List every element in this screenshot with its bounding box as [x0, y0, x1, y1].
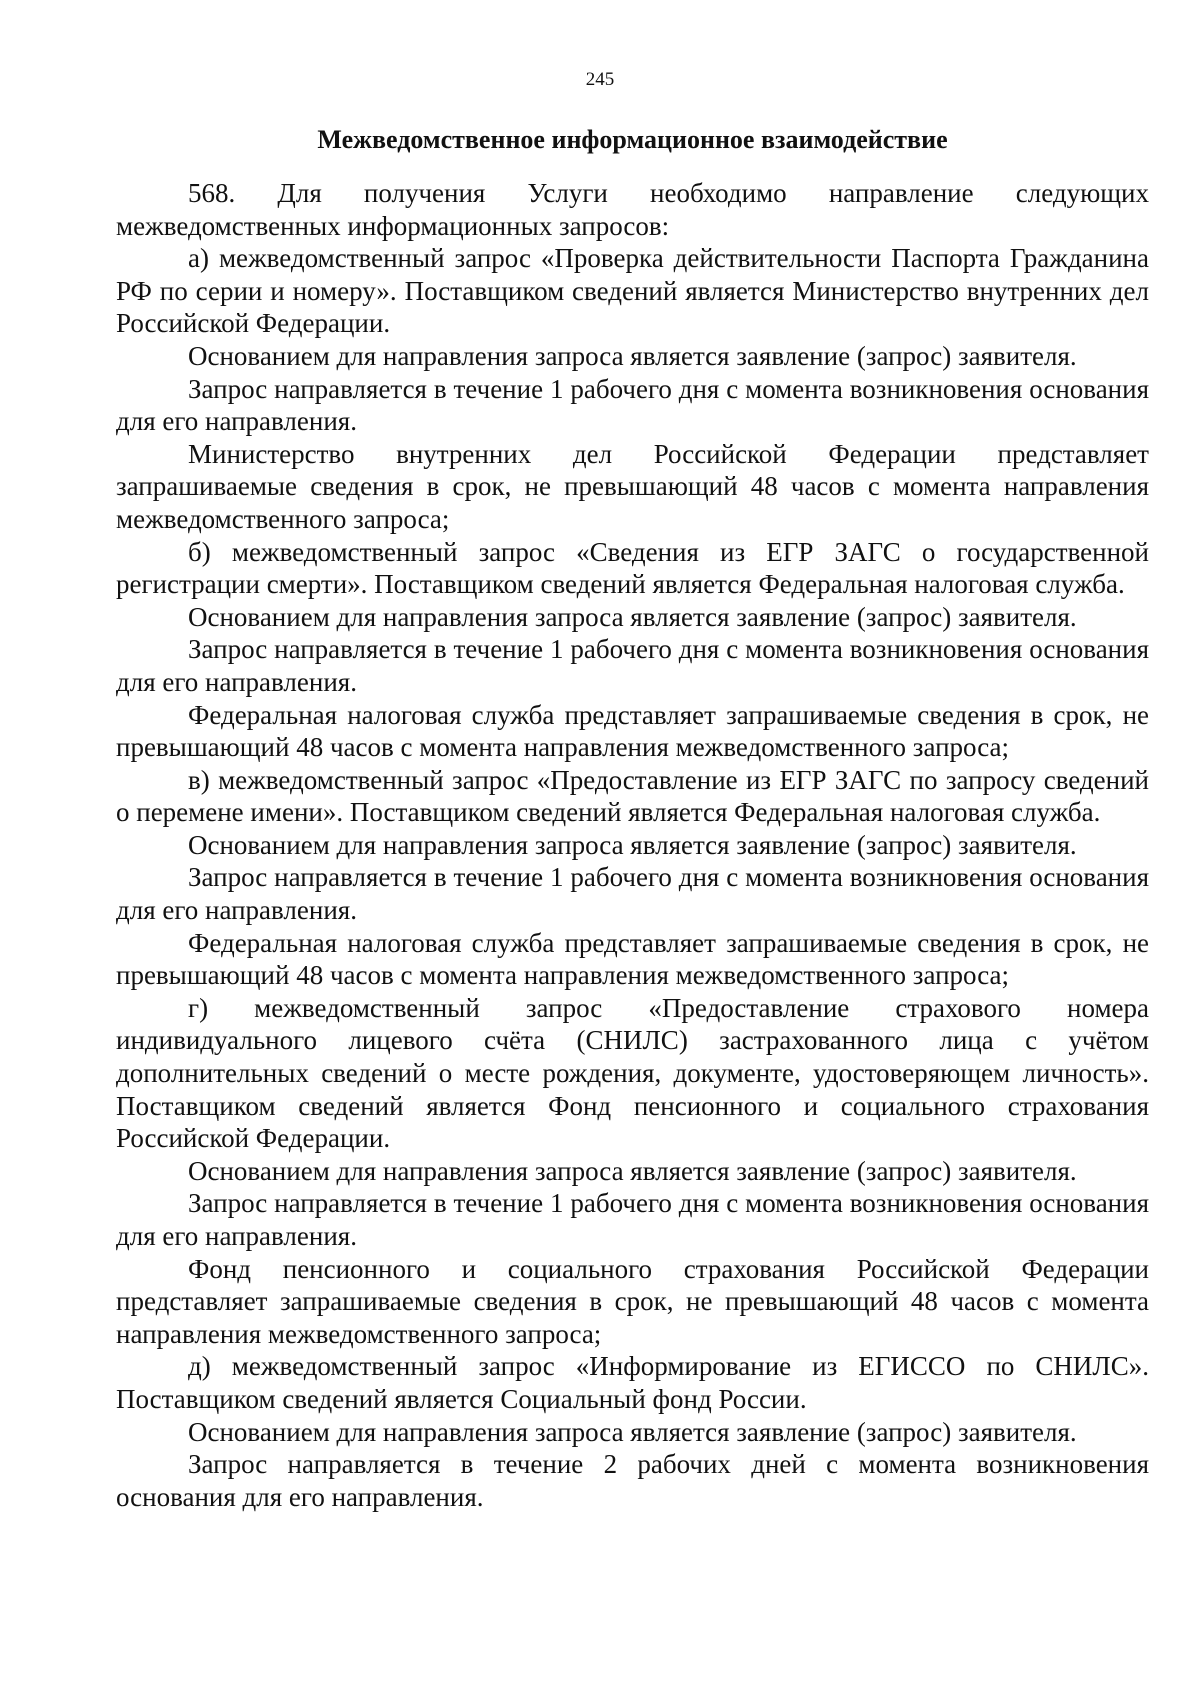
paragraph-g-response: Фонд пенсионного и социального страхования Российской Федерации представляет запрашиваемые сведения в срок, не превышающий 48 часов с момента направления межведомственного запроса; — [116, 1253, 1149, 1349]
paragraph-g-timing: Запрос направляется в течение 1 рабочего дня с момента возникновения основания для его направления. — [116, 1188, 1149, 1251]
paragraph-item-d: д) межведомственный запрос «Информирование из ЕГИССО по СНИЛС». Поставщиком сведений является Социальный фонд России. — [116, 1351, 1149, 1414]
paragraph-b-timing: Запрос направляется в течение 1 рабочего дня с момента возникновения основания для его направления. — [116, 634, 1149, 697]
paragraph-item-a: а) межведомственный запрос «Проверка действительности Паспорта Гражданина РФ по серии и номеру». Поставщиком сведений является Министерство внутренних дел Российской Федерации. — [116, 243, 1149, 339]
paragraph-b-response: Федеральная налоговая служба представляет запрашиваемые сведения в срок, не превышающий 48 часов с момента направления межведомственного запроса; — [116, 699, 1149, 763]
paragraph-a-response: Министерство внутренних дел Российской Федерации представляет запрашиваемые сведения в срок, не превышающий 48 часов с момента направления межведомственного запроса; — [116, 438, 1149, 534]
paragraph-d-basis: Основанием для направления запроса является заявление (запрос) заявителя. — [188, 1416, 1077, 1447]
paragraph-a-basis: Основанием для направления запроса является заявление (запрос) заявителя. — [188, 340, 1077, 371]
section-heading: Межведомственное информационное взаимодействие — [317, 125, 948, 154]
paragraph-a-timing: Запрос направляется в течение 1 рабочего дня с момента возникновения основания для его направления. — [116, 373, 1149, 437]
document-body — [116, 177, 1149, 1513]
paragraph-item-v: в) межведомственный запрос «Предоставление из ЕГР ЗАГС по запросу сведений о перемене имени». Поставщиком сведений является Федеральная налоговая служба. — [116, 764, 1149, 828]
paragraph-568-intro: 568. Для получения Услуги необходимо направление следующих межведомственных информационных запросов: — [116, 178, 1149, 241]
paragraph-g-basis: Основанием для направления запроса является заявление (запрос) заявителя. — [188, 1155, 1077, 1186]
paragraph-v-basis: Основанием для направления запроса является заявление (запрос) заявителя. — [188, 829, 1077, 860]
paragraph-v-timing: Запрос направляется в течение 1 рабочего дня с момента возникновения основания для его направления. — [116, 862, 1149, 926]
paragraph-v-response: Федеральная налоговая служба представляет запрашиваемые сведения в срок, не превышающий 48 часов с момента направления межведомственного запроса; — [116, 927, 1149, 991]
page-number: 245 — [585, 69, 615, 90]
paragraph-item-b: б) межведомственный запрос «Сведения из ЕГР ЗАГС о государственной регистрации смерти». Поставщиком сведений является Федеральная налоговая служба. — [116, 536, 1149, 600]
paragraph-b-basis: Основанием для направления запроса является заявление (запрос) заявителя. — [188, 601, 1077, 632]
paragraph-item-g: г) межведомственный запрос «Предоставление страхового номера индивидуального лицевого счёта (СНИЛС) застрахованного лица с учётом дополнительных сведений о месте рождения, документе, удостоверяющем личность». Поставщиком сведений является Фонд пенсионного и социального страхования Российской Федерации. — [116, 992, 1149, 1154]
paragraph-d-timing: Запрос направляется в течение 2 рабочих дней с момента возникновения основания для его направления. — [116, 1449, 1149, 1512]
